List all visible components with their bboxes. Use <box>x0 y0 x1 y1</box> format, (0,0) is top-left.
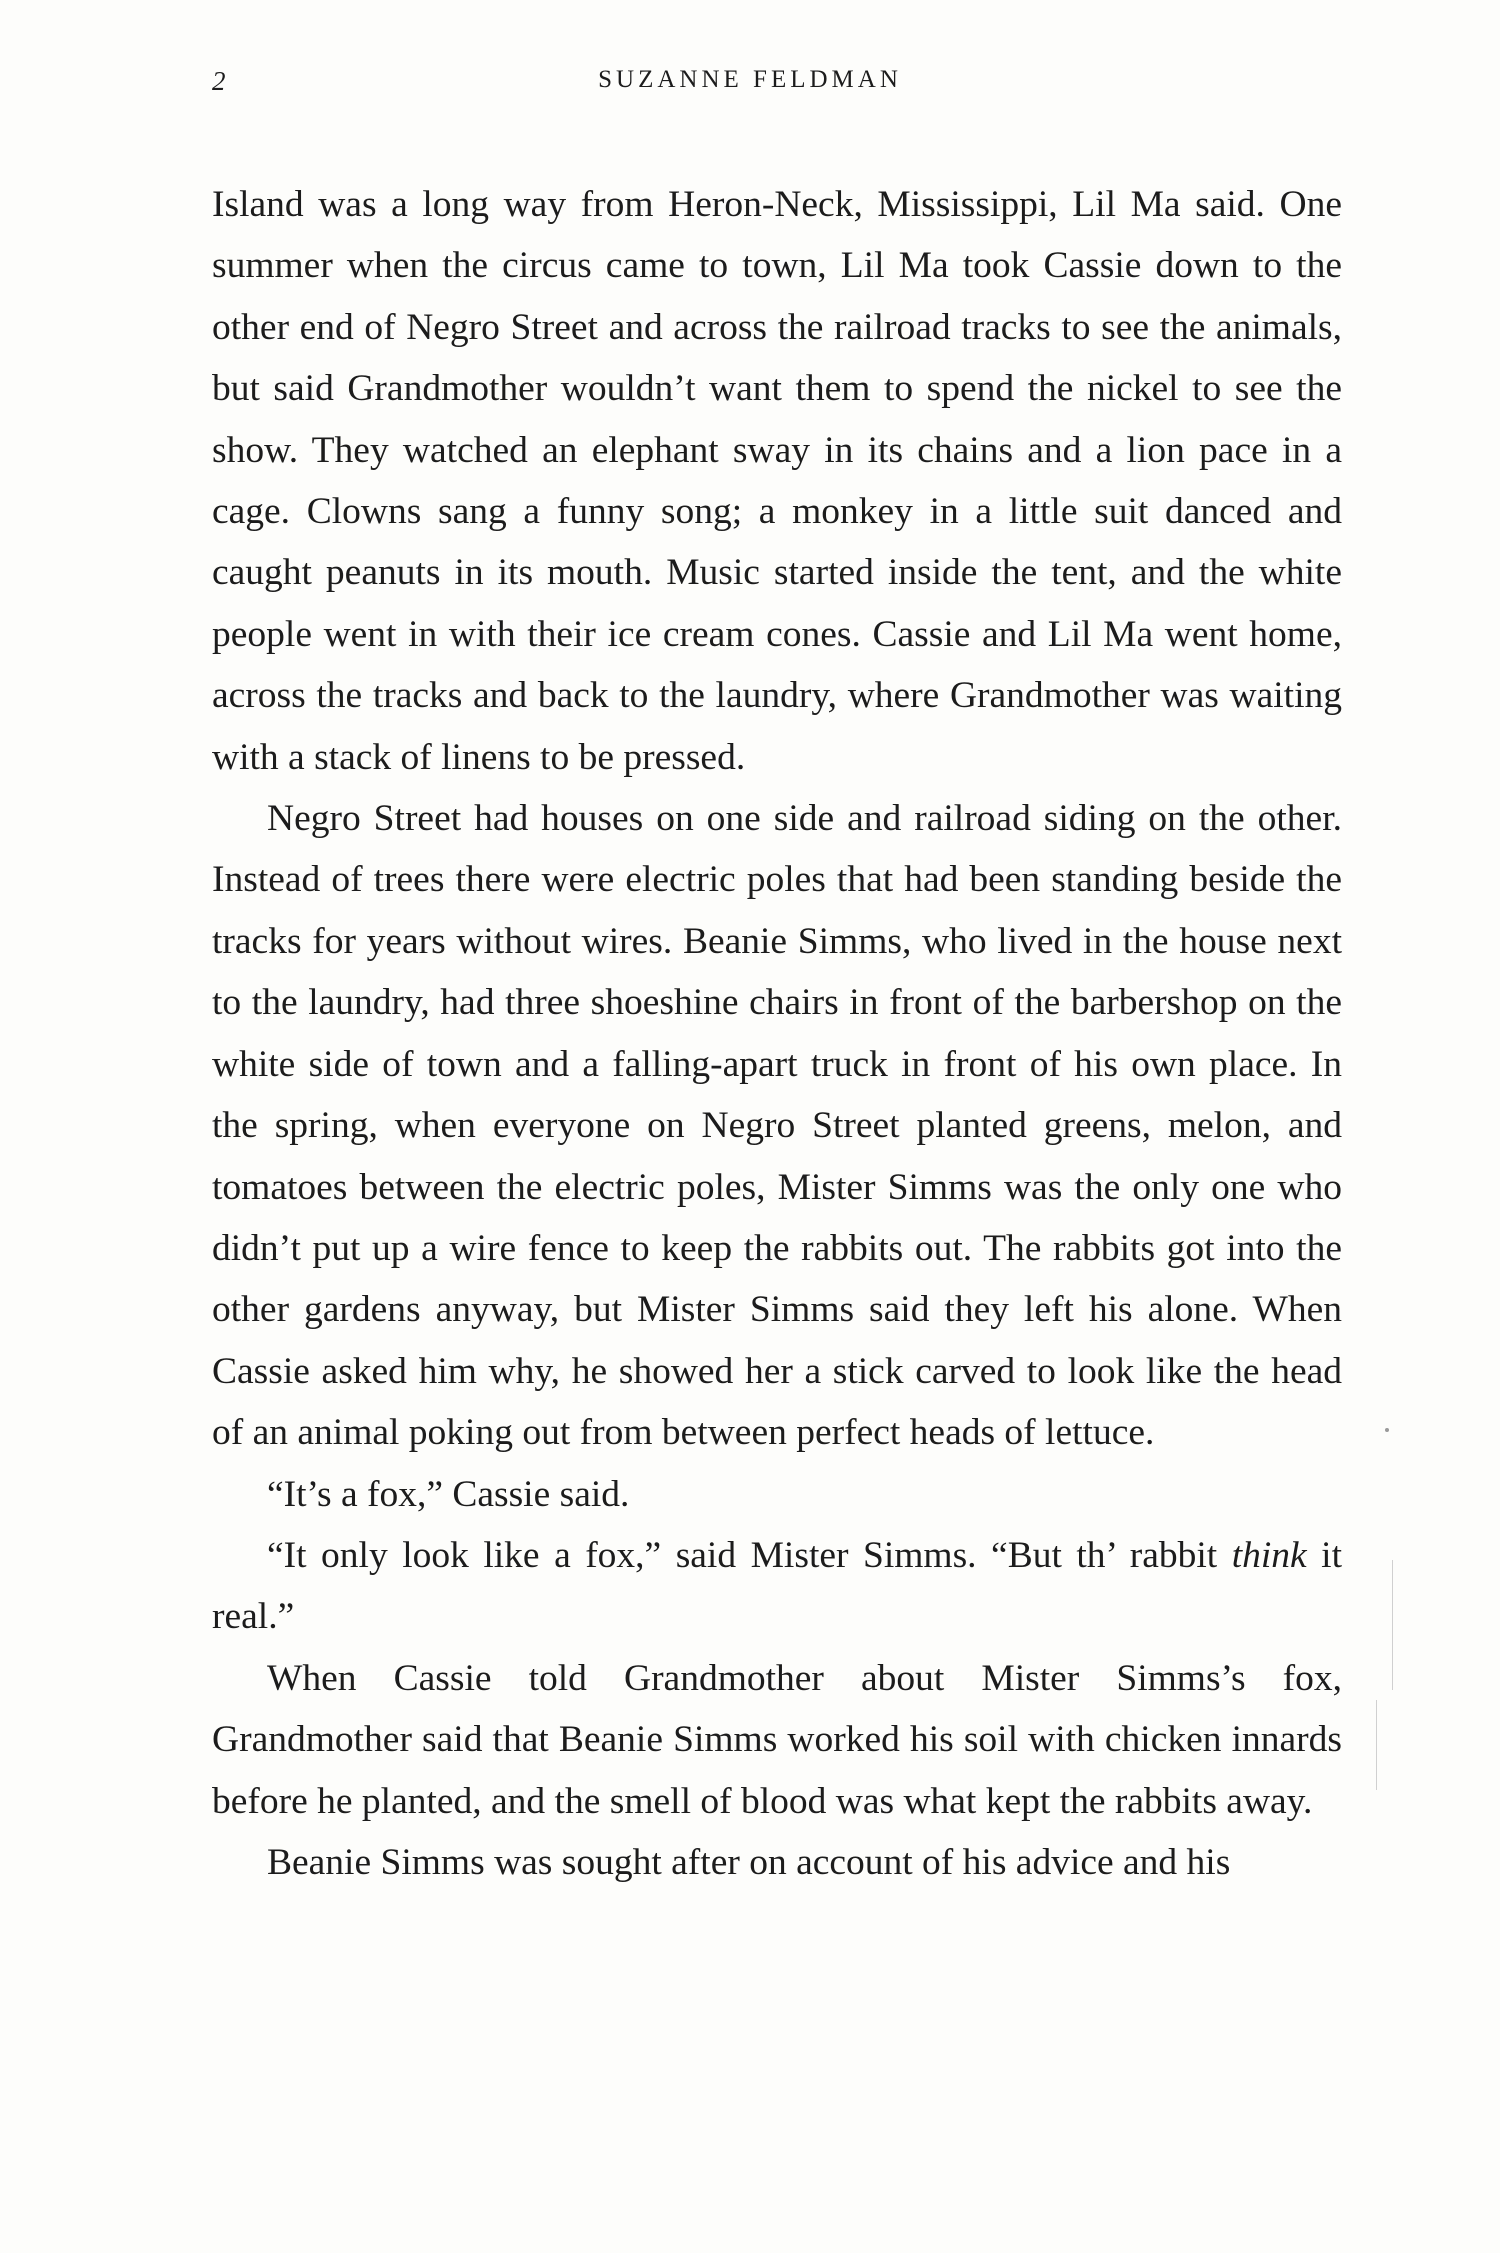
scan-edge-line <box>1392 1560 1393 1690</box>
paragraph <box>212 1648 1342 1832</box>
page-number: 2 <box>212 66 227 96</box>
scan-speck <box>1385 1428 1389 1432</box>
text-segment: Negro Street had houses on one side and railroad siding on the other. Instead of trees there were electric poles that had been standing beside the tracks for years without wires. Beanie Simms, who lived in the house next to the laundry, had three shoeshine chairs in front of the barbershop on the white side of town and a falling-apart truck in front of his own place. In the spring, when everyone on Negro Street planted greens, melon, and tomatoes between the electric poles, Mister Simms was the only one who didn’t put up a wire fence to keep the rabbits out. The rabbits got into the other gardens anyway, but Mister Simms said they left his alone. When Cassie asked him why, he showed her a stick carved to look like the head of an animal poking out from between perfect heads of lettuce. <box>212 798 1342 1454</box>
text-segment: it real.” <box>212 1534 1342 1638</box>
running-head <box>0 66 1500 106</box>
text-segment: Island was a long way from Heron-Neck, Mississippi, Lil Ma said. One summer when the circus came to town, Lil Ma took Cassie down to the other end of Negro Street and across the railroad tracks to see the animals, but said Grandmother wouldn’t want them to spend the nickel to see the show. They watched an elephant sway in its chains and a lion pace in a cage. Clowns sang a funny song; a monkey in a little suit danced and caught peanuts in its mouth. Music started inside the tent, and the white people went in with their ice cream cones. Cassie and Lil Ma went home, across the tracks and back to the laundry, where Grandmother was waiting with a stack of linens to be pressed. <box>212 184 1342 778</box>
italic-text-segment: think <box>1231 1534 1307 1576</box>
paragraph <box>212 1525 1342 1648</box>
text-segment: “It only look like a fox,” said Mister Simms. “But th’ rabbit <box>267 1534 1232 1576</box>
text-segment: Beanie Simms was sought after on account of his advice and his <box>267 1841 1231 1883</box>
paragraph <box>212 1464 1342 1525</box>
running-head-author: SUZANNE FELDMAN <box>598 66 902 93</box>
text-segment: “It’s a fox,” Cassie said. <box>267 1473 630 1515</box>
scan-edge-line <box>1376 1700 1377 1790</box>
paragraph <box>212 1832 1342 1893</box>
paragraph <box>212 174 1342 788</box>
body-text <box>212 174 1342 1893</box>
paragraph <box>212 788 1342 1463</box>
text-segment: When Cassie told Grandmother about Mister Simms’s fox, Grandmother said that Beanie Simms worked his soil with chicken innards before he planted, and the smell of blood was what kept the rabbits away. <box>212 1657 1342 1822</box>
